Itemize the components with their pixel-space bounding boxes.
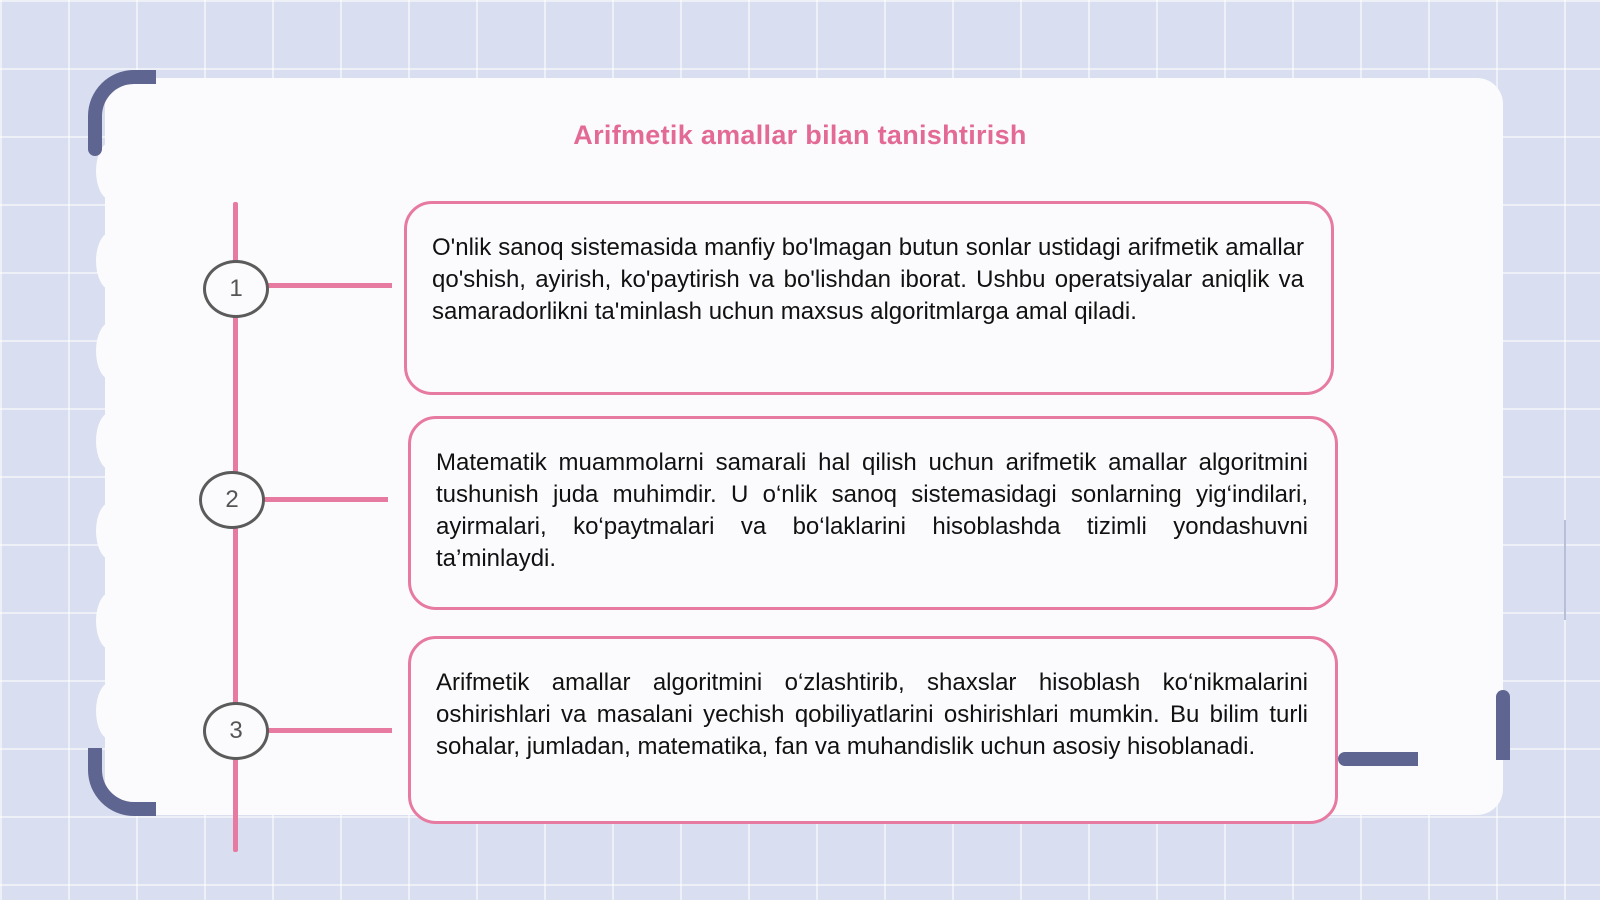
text-box-2 [408, 416, 1338, 610]
frame-corner-bottom-left [88, 748, 156, 816]
scallop-edge [96, 322, 126, 380]
scallop-edge [96, 232, 126, 290]
text-box-3 [408, 636, 1338, 824]
timeline-connector [266, 728, 392, 733]
scallop-edge [96, 682, 126, 740]
text-box-1-content: O'nlik sanoq sistemasida manfiy bo'lmagan butun sonlar ustidagi arifmetik amallar qo'shish, ayirish, ko'paytirish va bo'lishdan iborat. Ushbu operatsiyalar aniqlik va samaradorlikni ta'minlash uchun maxsus algoritmlarga amal qiladi. [432, 234, 1304, 325]
text-box-1 [404, 201, 1334, 395]
decorative-line [1564, 520, 1566, 620]
frame-corner-bottom-right-base [1338, 752, 1418, 766]
frame-corner-bottom-right-arm [1496, 690, 1510, 760]
step-number-1: 1 [203, 260, 269, 318]
scallop-edge [96, 592, 126, 650]
step-number-2: 2 [199, 471, 265, 529]
text-box-3-content: Arifmetik amallar algoritmini o‘zlashtirib, shaxslar hisoblash ko‘nikmalarini oshirishlari va masalani yechish qobiliyatlarini oshirishlari mumkin. Bu bilim turli sohalar, jumladan, matematika, fan va muhandislik uchun asosiy hisoblanadi. [436, 669, 1308, 760]
step-number-3: 3 [203, 702, 269, 760]
scallop-edge [96, 412, 126, 470]
timeline-connector [262, 497, 388, 502]
text-box-2-content: Matematik muammolarni samarali hal qilish uchun arifmetik amallar algoritmini tushunish juda muhimdir. U o‘nlik sanoq sistemasidagi sonlarning yig‘indilari, ayirmalari, ko‘paytmalari va bo‘laklarini hisoblashda tizimli yondashuvni ta’minlaydi. [436, 449, 1308, 572]
slide-title: Arifmetik amallar bilan tanishtirish [573, 120, 1027, 150]
scallop-edge [96, 502, 126, 560]
timeline-connector [266, 283, 392, 288]
